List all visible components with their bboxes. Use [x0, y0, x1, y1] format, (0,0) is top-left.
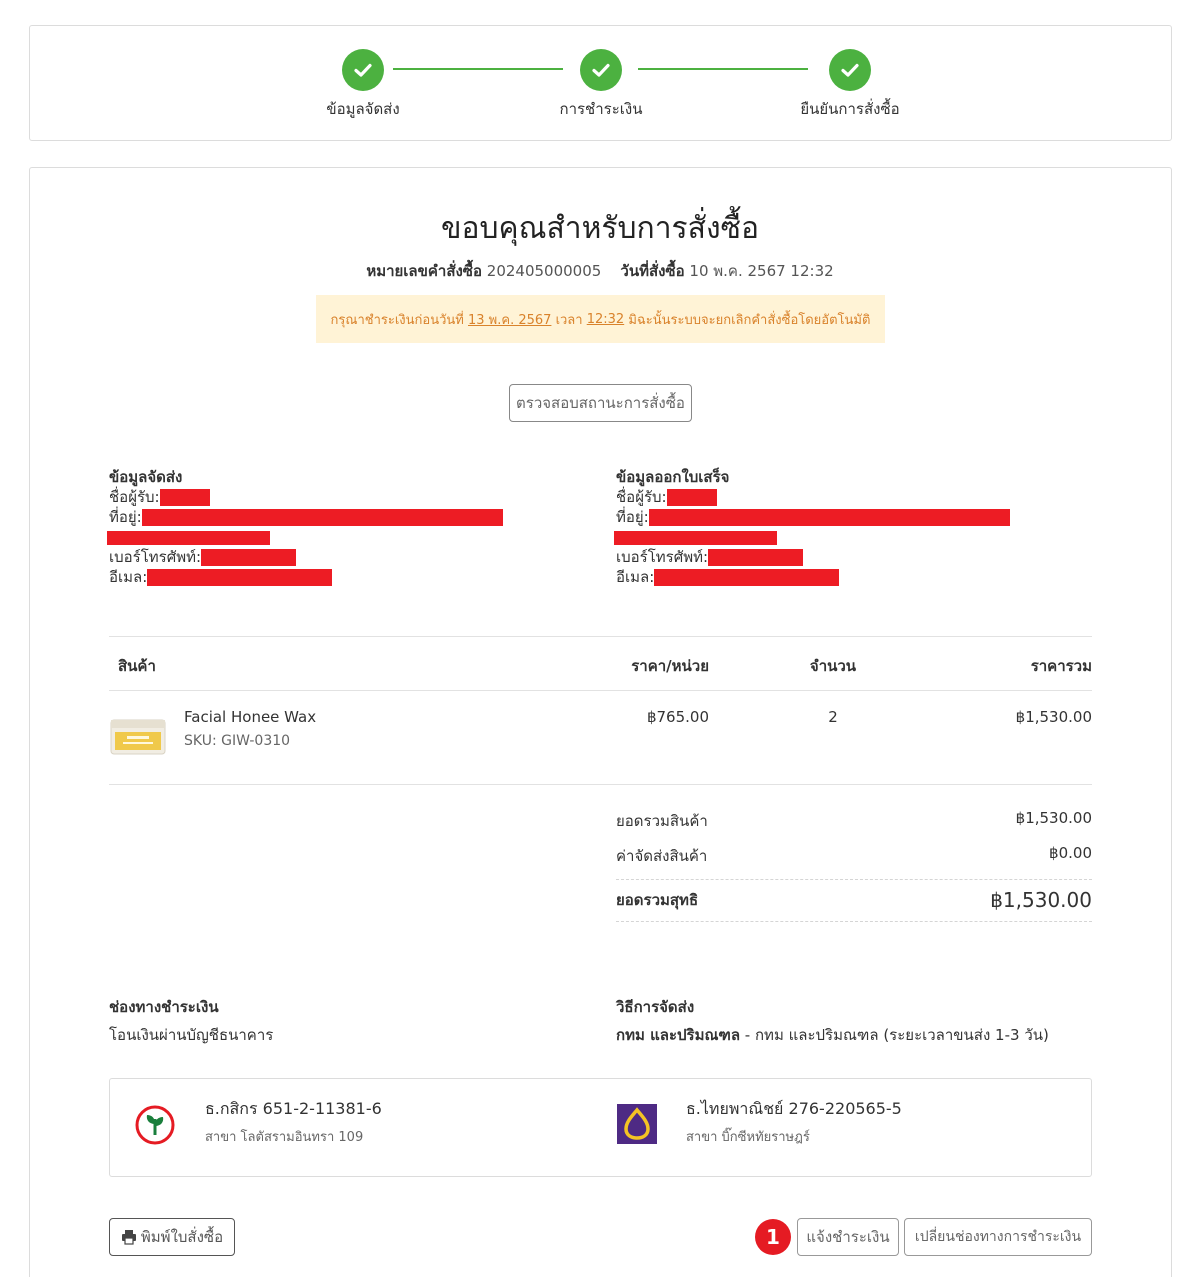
bank-account-kasikorn: [205, 1097, 382, 1147]
billing-phone: [616, 547, 1036, 567]
alert-time: 12:32: [586, 311, 625, 327]
table-header-divider: [109, 690, 1092, 691]
delivery-method-title: วิธีการจัดส่ง: [616, 998, 695, 1016]
alert-time-label: เวลา: [555, 312, 583, 328]
recipient-address: [109, 507, 529, 527]
bank-name: ธ.กสิกร 651-2-11381-6: [205, 1099, 382, 1118]
delivery-method-name: กทม และปริมณฑล: [616, 1026, 741, 1044]
delivery-method-detail: - กทม และปริมณฑล (ระยะเวลาขนส่ง 1-3 วัน): [740, 1026, 1049, 1044]
check-icon: [580, 49, 622, 91]
bank-name: ธ.ไทยพาณิชย์ 276-220565-5: [686, 1099, 902, 1118]
field-label: อีเมล:: [616, 568, 655, 586]
payment-deadline-alert: [316, 295, 885, 343]
net-total-value: ฿1,530.00: [990, 888, 1092, 912]
billing-address-cont: [614, 527, 1036, 547]
billing-address: [616, 507, 1036, 527]
net-total-label: ยอดรวมสุทธิ: [616, 891, 699, 909]
col-header-qty: จำนวน: [809, 657, 857, 675]
step-payment: [501, 49, 701, 121]
shipping-fee-value: ฿0.00: [1049, 844, 1092, 862]
check-icon: [829, 49, 871, 91]
field-label: เบอร์โทรศัพท์:: [109, 548, 202, 566]
table-top-divider: [109, 636, 1092, 637]
bank-accounts-box: [109, 1078, 1092, 1177]
delivery-method: [616, 1023, 1049, 1047]
redacted-block: [708, 549, 803, 566]
step-badge: 1: [755, 1219, 791, 1255]
order-date-label: วันที่สั่งซื้อ: [620, 262, 685, 280]
field-label: เบอร์โทรศัพท์:: [616, 548, 709, 566]
product-name[interactable]: Facial Honee Wax: [184, 708, 317, 726]
order-number-label: หมายเลขคำสั่งซื้อ: [366, 262, 482, 280]
alert-date: 13 พ.ค. 2567: [468, 312, 552, 328]
unit-price: ฿765.00: [646, 708, 709, 726]
redacted-block: [107, 531, 270, 545]
table-row: [109, 706, 1092, 766]
shipping-fee-label: ค่าจัดส่งสินค้า: [616, 847, 708, 865]
product-thumbnail: [109, 712, 167, 760]
col-header-product: สินค้า: [118, 657, 156, 675]
payment-channel-title: ช่องทางชำระเงิน: [109, 998, 219, 1016]
notify-payment-button[interactable]: แจ้งชำระเงิน: [797, 1218, 899, 1256]
print-order-button[interactable]: [109, 1218, 235, 1256]
step-label: ข้อมูลจัดส่ง: [326, 100, 400, 118]
subtotal-value: ฿1,530.00: [1015, 809, 1092, 827]
product-sku: SKU: GIW-0310: [184, 733, 291, 749]
check-icon: [342, 49, 384, 91]
step-shipping: [263, 49, 463, 121]
redacted-block: [667, 489, 717, 506]
billing-info-title: ข้อมูลออกใบเสร็จ: [616, 468, 730, 486]
bank-branch: สาขา โลตัสรามอินทรา 109: [205, 1130, 364, 1145]
step-label: การชำระเงิน: [559, 100, 643, 118]
alert-suffix: มิฉะนั้นระบบจะยกเลิกคำสั่งซื้อโดยอัตโนมัติ: [628, 312, 871, 328]
shipping-info-title: ข้อมูลจัดส่ง: [109, 468, 183, 486]
check-order-status-button[interactable]: ตรวจสอบสถานะการสั่งซื้อ: [509, 384, 692, 422]
summary-divider: [616, 921, 1092, 922]
recipient-name: [109, 487, 529, 507]
recipient-address-cont: [107, 527, 529, 547]
billing-email: [616, 567, 1036, 587]
redacted-block: [649, 509, 1010, 526]
field-label: ที่อยู่:: [616, 508, 649, 526]
table-bottom-divider: [109, 784, 1092, 785]
page-title: ขอบคุณสำหรับการสั่งซื้อ: [440, 211, 760, 246]
line-total: ฿1,530.00: [1015, 708, 1092, 726]
billing-info: [616, 465, 1036, 587]
redacted-block: [201, 549, 296, 566]
step-label: ยืนยันการสั่งซื้อ: [800, 100, 900, 118]
col-header-unit-price: ราคา/หน่วย: [631, 657, 709, 675]
subtotal-label: ยอดรวมสินค้า: [616, 812, 708, 830]
recipient-phone: [109, 547, 529, 567]
redacted-block: [654, 569, 839, 586]
change-payment-method-button[interactable]: เปลี่ยนช่องทางการชำระเงิน: [904, 1218, 1092, 1256]
payment-method: โอนเงินผ่านบัญชีธนาคาร: [109, 1026, 274, 1044]
col-header-total: ราคารวม: [1030, 657, 1092, 675]
order-meta: [0, 259, 1200, 283]
redacted-block: [142, 509, 503, 526]
field-label: ชื่อผู้รับ:: [109, 488, 160, 506]
kasikorn-logo-icon: [134, 1104, 176, 1146]
field-label: อีเมล:: [109, 568, 148, 586]
alert-text: กรุณาชำระเงินก่อนวันที่: [330, 312, 464, 328]
redacted-block: [160, 489, 210, 506]
field-label: ชื่อผู้รับ:: [616, 488, 667, 506]
order-number: 202405000005: [486, 262, 602, 280]
quantity: 2: [828, 708, 838, 726]
summary-divider: [616, 879, 1092, 880]
shipping-info: [109, 465, 529, 587]
bank-account-scb: [686, 1097, 902, 1147]
bank-branch: สาขา บิ๊กซีหทัยราษฎร์: [686, 1130, 810, 1145]
order-date: 10 พ.ค. 2567 12:32: [689, 262, 834, 280]
redacted-block: [614, 531, 777, 545]
field-label: ที่อยู่:: [109, 508, 142, 526]
scb-logo-icon: [616, 1103, 658, 1145]
print-order-label: พิมพ์ใบสั่งซื้อ: [140, 1228, 224, 1246]
billing-name: [616, 487, 1036, 507]
printer-icon: [121, 1229, 137, 1245]
step-confirm: [750, 49, 950, 121]
recipient-email: [109, 567, 529, 587]
redacted-block: [147, 569, 332, 586]
